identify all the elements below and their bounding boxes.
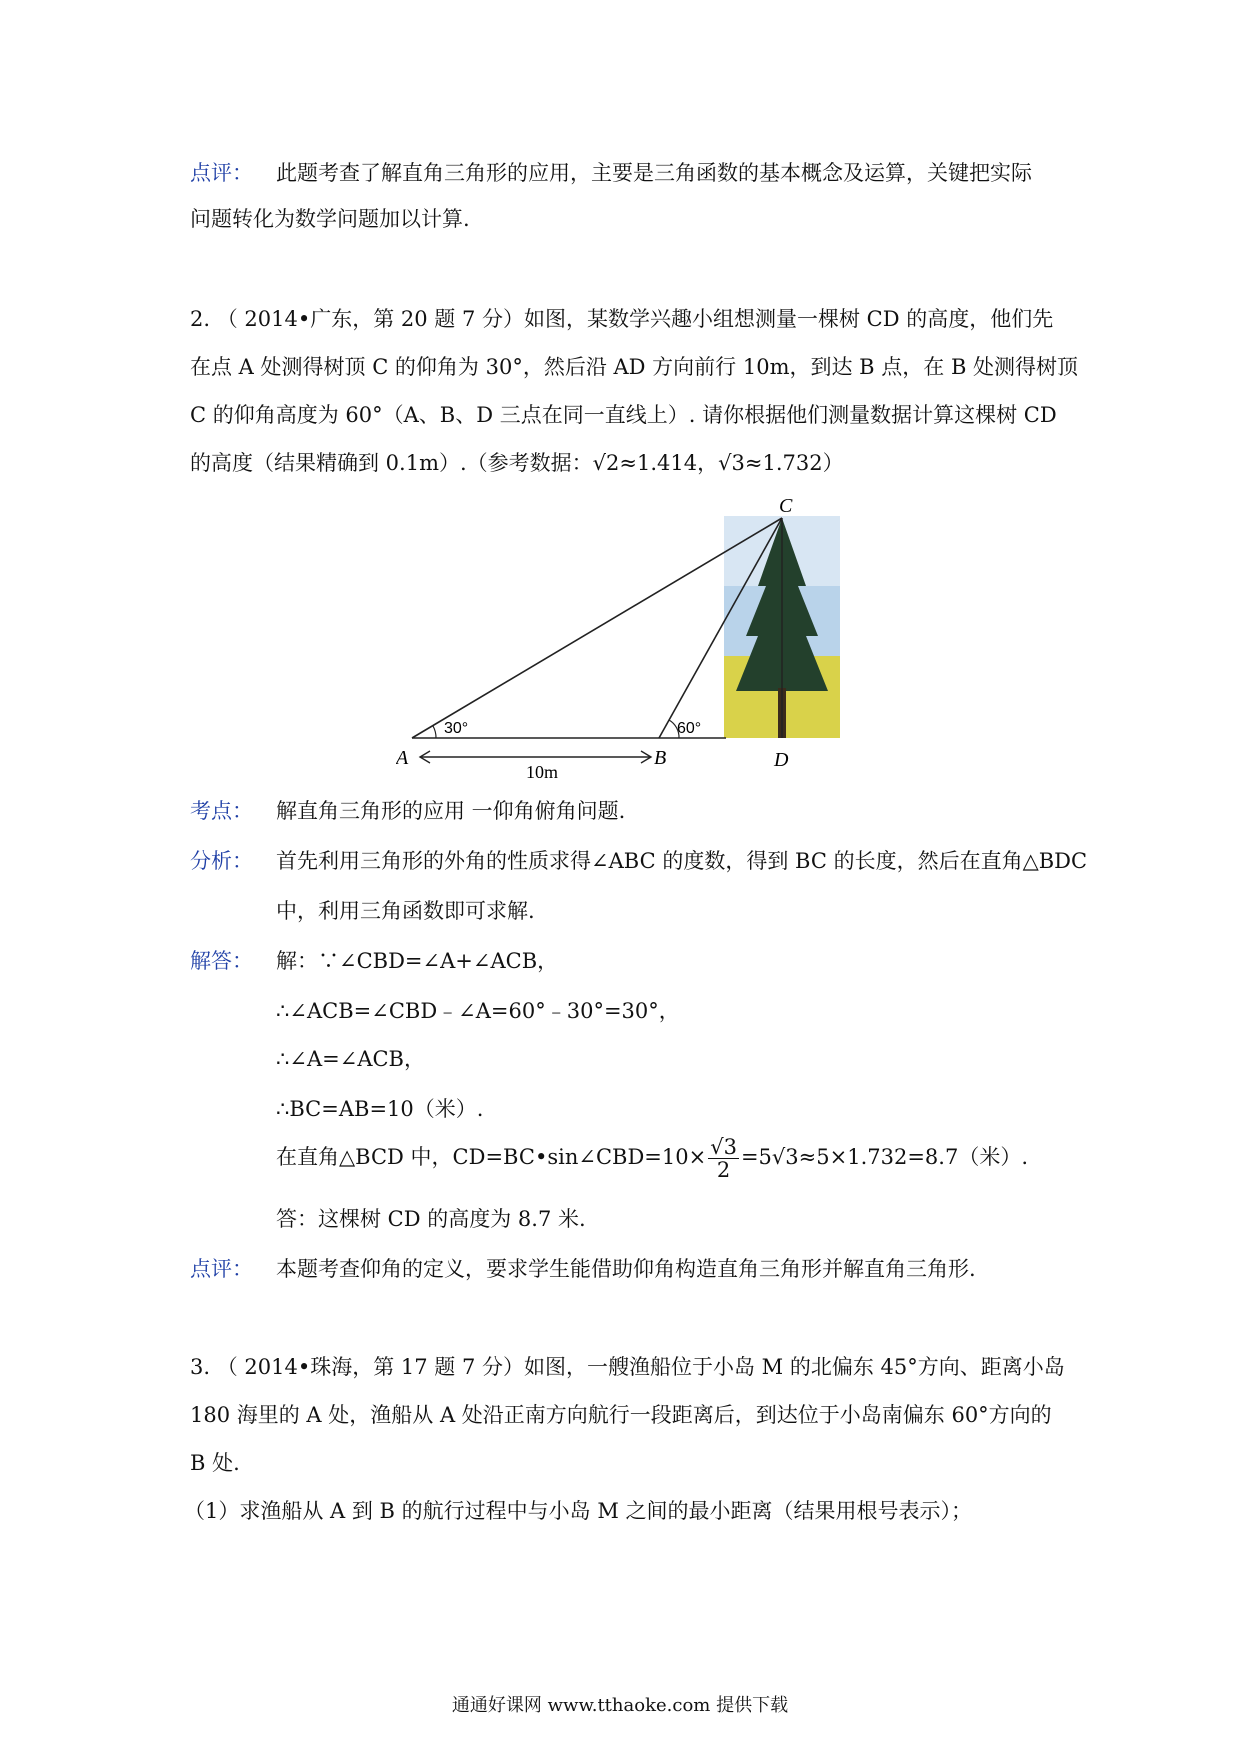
question-2-line-4: 的高度（结果精确到 0.1m）.（参考数据：√2≈1.414，√3≈1.732） bbox=[190, 451, 844, 475]
fenxi-label: 分析： bbox=[190, 849, 253, 873]
footer: 通通好课网 www.tthaoke.com 提供下载 bbox=[451, 1695, 789, 1716]
jieda-label: 解答： bbox=[190, 949, 253, 973]
jieda-line-3: ∴∠A=∠ACB， bbox=[276, 1047, 425, 1071]
fenxi-line-2: 中，利用三角函数即可求解. bbox=[276, 899, 535, 923]
jieda-line-1: 解答： 解：∵∠CBD=∠A+∠ACB， bbox=[190, 946, 558, 976]
kaodian-label: 考点： bbox=[190, 799, 253, 823]
jieda-line-6: 答：这棵树 CD 的高度为 8.7 米. bbox=[276, 1207, 586, 1231]
question-3-line-2: 180 海里的 A 处，渔船从 A 处沿正南方向航行一段距离后，到达位于小岛南偏东 60°方向的 bbox=[190, 1403, 1052, 1427]
angle-a-label: 30° bbox=[444, 720, 469, 737]
review-2-line: 点评： 本题考查仰角的定义，要求学生能借助仰角构造直角三角形并解直角三角形. bbox=[190, 1254, 976, 1284]
question-3-line-3: B 处. bbox=[190, 1451, 240, 1475]
question-3-sub-1: （1）求渔船从 A 到 B 的航行过程中与小岛 M 之间的最小距离（结果用根号表示）； bbox=[184, 1499, 973, 1523]
jieda-line-2: ∴∠ACB=∠CBD﹣∠A=60°﹣30°=30°， bbox=[276, 999, 680, 1023]
review-label: 点评： bbox=[190, 1257, 253, 1281]
kaodian-line: 考点： 解直角三角形的应用 一仰角俯角问题. bbox=[190, 796, 625, 826]
label-a: A bbox=[396, 747, 409, 769]
question-3-line-1: 3. （ 2014•珠海，第 17 题 7 分）如图，一艘渔船位于小岛 M 的北偏东 45°方向、距离小岛 bbox=[190, 1355, 1065, 1379]
label-b: B bbox=[654, 747, 667, 769]
fraction-denominator: 2 bbox=[716, 1158, 731, 1182]
figure-svg bbox=[396, 496, 856, 780]
angle-a-arc bbox=[433, 726, 436, 738]
jieda-line-4: ∴BC=AB=10（米）. bbox=[276, 1097, 484, 1121]
fraction bbox=[708, 1136, 739, 1181]
question-2-line-3: C 的仰角高度为 60°（A、B、D 三点在同一直线上）. 请你根据他们测量数据计算这棵树 CD bbox=[190, 403, 1057, 427]
question-2-line-2: 在点 A 处测得树顶 C 的仰角为 30°，然后沿 AD 方向前行 10m，到达 B 点，在 B 处测得树顶 bbox=[190, 355, 1079, 379]
fenxi-line-1: 分析： 首先利用三角形的外角的性质求得∠ABC 的度数，得到 BC 的长度，然后在直角△BDC bbox=[190, 846, 1087, 876]
review-label: 点评： bbox=[190, 161, 253, 185]
distance-label: 10m bbox=[526, 762, 559, 780]
question-2-line-1: 2. （ 2014•广东，第 20 题 7 分）如图，某数学兴趣小组想测量一棵树 CD 的高度，他们先 bbox=[190, 307, 1054, 331]
jieda-line-5: 在直角△BCD 中，CD=BC•sin∠CBD=10× $\frac{√3}{2}$ =5√3≈5×1.732=8.7（米）. bbox=[276, 1135, 1028, 1182]
fraction-numerator: √3 bbox=[710, 1135, 737, 1159]
label-d: D bbox=[774, 749, 789, 771]
review-1-line-2: 问题转化为数学问题加以计算. bbox=[190, 207, 470, 231]
label-c: C bbox=[779, 496, 793, 517]
triangle-tree-figure bbox=[396, 496, 856, 780]
angle-b-label: 60° bbox=[677, 720, 702, 737]
review-1-line-1: 点评： 此题考查了解直角三角形的应用，主要是三角函数的基本概念及运算，关键把实际 bbox=[190, 158, 1032, 188]
